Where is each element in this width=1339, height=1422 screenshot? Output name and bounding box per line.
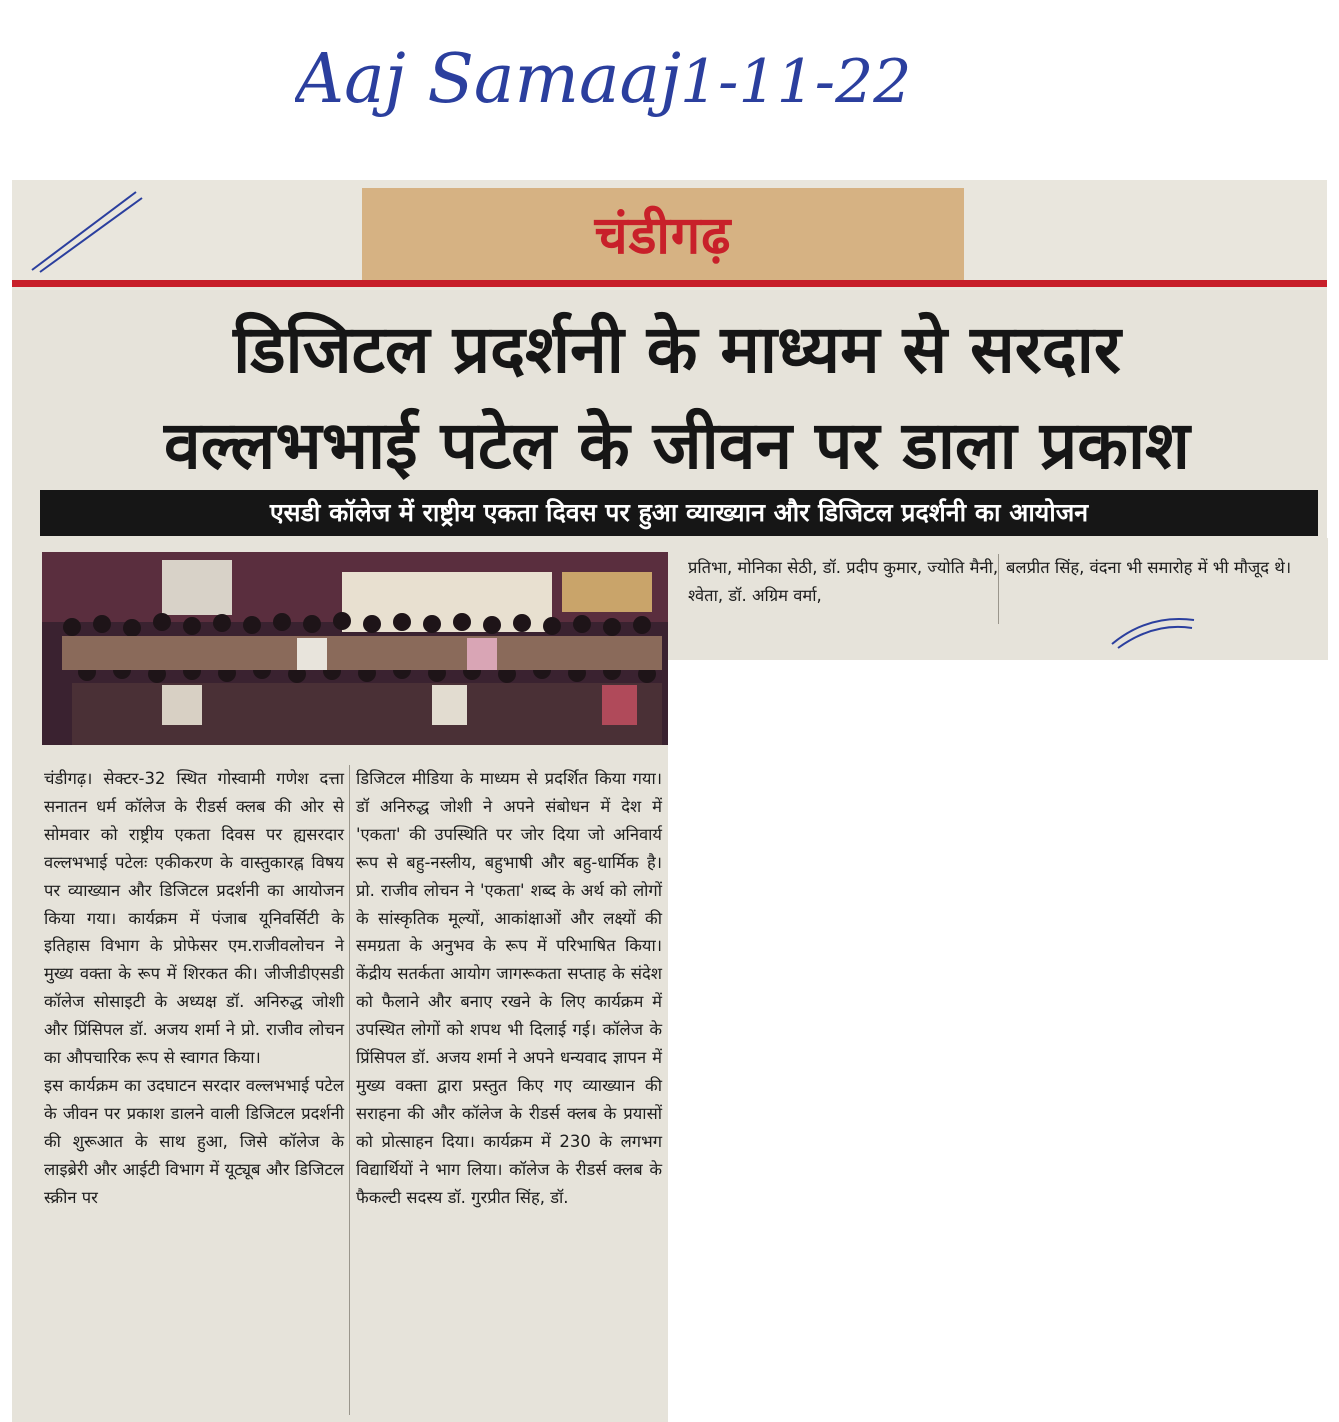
group-photo bbox=[42, 552, 675, 745]
blank-area bbox=[668, 548, 1339, 1422]
continuation-text-1: प्रतिभा, मोनिका सेठी, डॉ. प्रदीप कुमार, ज्योति मैनी, श्वेता, डॉ. अग्रिम वर्मा, bbox=[688, 558, 999, 605]
section-tag: चंडीगढ़ bbox=[594, 206, 732, 266]
handwritten-publication: Aaj Samaaj bbox=[295, 40, 682, 119]
group-photo-illustration bbox=[42, 552, 675, 745]
handwritten-date: 1-11-22 bbox=[680, 47, 912, 117]
paragraph-3: डिजिटल मीडिया के माध्यम से प्रदर्शित किया गया। डॉ अनिरुद्ध जोशी ने अपने संबोधन में देश में 'एकता' की उपस्थिति पर जोर दिया जो अनिवार्य रूप से बहु-नस्लीय, बहुभाषी और बहु-धार्मिक है। प्रो. राजीव लोचन ने 'एकता' शब्द के अर्थ को लोगों के सांस्कृतिक मूल्यों, आकांक्षाओं और लक्ष्यों की समग्रता के अनुभव के रूप में परिभाषित किया। केंद्रीय सतर्कता आयोग जागरूकता सप्ताह के संदेश को फैलाने और बनाए रखने के लिए कार्यक्रम में उपस्थित लोगों को शपथ भी दिलाई गई। कॉलेज के प्रिंसिपल डॉ. अजय शर्मा ने अपने धन्यवाद ज्ञापन में मुख्य वक्ता द्वारा प्रस्तुत किए गए व्याख्यान की सराहना की और कॉलेज के रीडर्स क्लब के प्रयासों को प्रोत्साहन दिया। कार्यक्रम में 230 के लगभग विद्यार्थियों ने भाग लिया। कॉलेज के रीडर्स क्लब के फैकल्टी सदस्य डॉ. गुरप्रीत सिंह, डॉ. bbox=[356, 769, 662, 1207]
headline-line-1: डिजिटल प्रदर्शनी के माध्यम से सरदार bbox=[233, 311, 1121, 388]
subheadline: एसडी कॉलेज में राष्ट्रीय एकता दिवस पर हुआ व्याख्यान और डिजिटल प्रदर्शनी का आयोजन bbox=[40, 490, 1318, 536]
paragraph-2: इस कार्यक्रम का उदघाटन सरदार वल्लभभाई पटेल के जीवन पर प्रकाश डालने वाली डिजिटल प्रदर्शनी की शुरूआत के साथ हुआ, जिसे कॉलेज के लाइब्रेरी और आईटी विभाग में यूट्यूब और डिजिटल स्क्रीन पर bbox=[44, 1075, 344, 1207]
continuation-column-1 bbox=[688, 554, 1004, 610]
headline-line-2: वल्लभभाई पटेल के जीवन पर डाला प्रकाश bbox=[164, 407, 1190, 484]
header-rule bbox=[12, 280, 1327, 287]
handwritten-note bbox=[295, 20, 915, 130]
pen-stroke-icon bbox=[26, 186, 146, 276]
continuation-text-2: बलप्रीत सिंह, वंदना भी समारोह में भी मौजूद थे। bbox=[1006, 558, 1292, 577]
continuation-column-2 bbox=[1006, 554, 1306, 582]
paragraph-1: चंडीगढ़। सेक्टर-32 स्थित गोस्वामी गणेश दत्ता सनातन धर्म कॉलेज के रीडर्स क्लब की ओर से सोमवार को राष्ट्रीय एकता दिवस पर ह्यसरदार वल्लभभाई पटेलः एकीकरण के वास्तुकारह्न विषय पर व्याख्यान और डिजिटल प्रदर्शनी का आयोजन किया गया। कार्यक्रम में पंजाब यूनिवर्सिटी के इतिहास विभाग के प्रोफेसर एम.राजीवलोचन ने मुख्य वक्ता के रूप में शिरकत की। जीजीडीएसडी कॉलेज सोसाइटी के अध्यक्ष डॉ. अनिरुद्ध जोशी और प्रिंसिपल डॉ. अजय शर्मा ने प्रो. राजीव लोचन का औपचारिक रूप से स्वागत किया। bbox=[44, 769, 344, 1068]
article-column-1 bbox=[44, 765, 344, 1415]
article-column-2 bbox=[356, 765, 662, 1415]
continuation-snippet bbox=[668, 538, 1328, 660]
column-divider bbox=[349, 765, 350, 1415]
pen-tick-icon bbox=[1108, 610, 1198, 650]
